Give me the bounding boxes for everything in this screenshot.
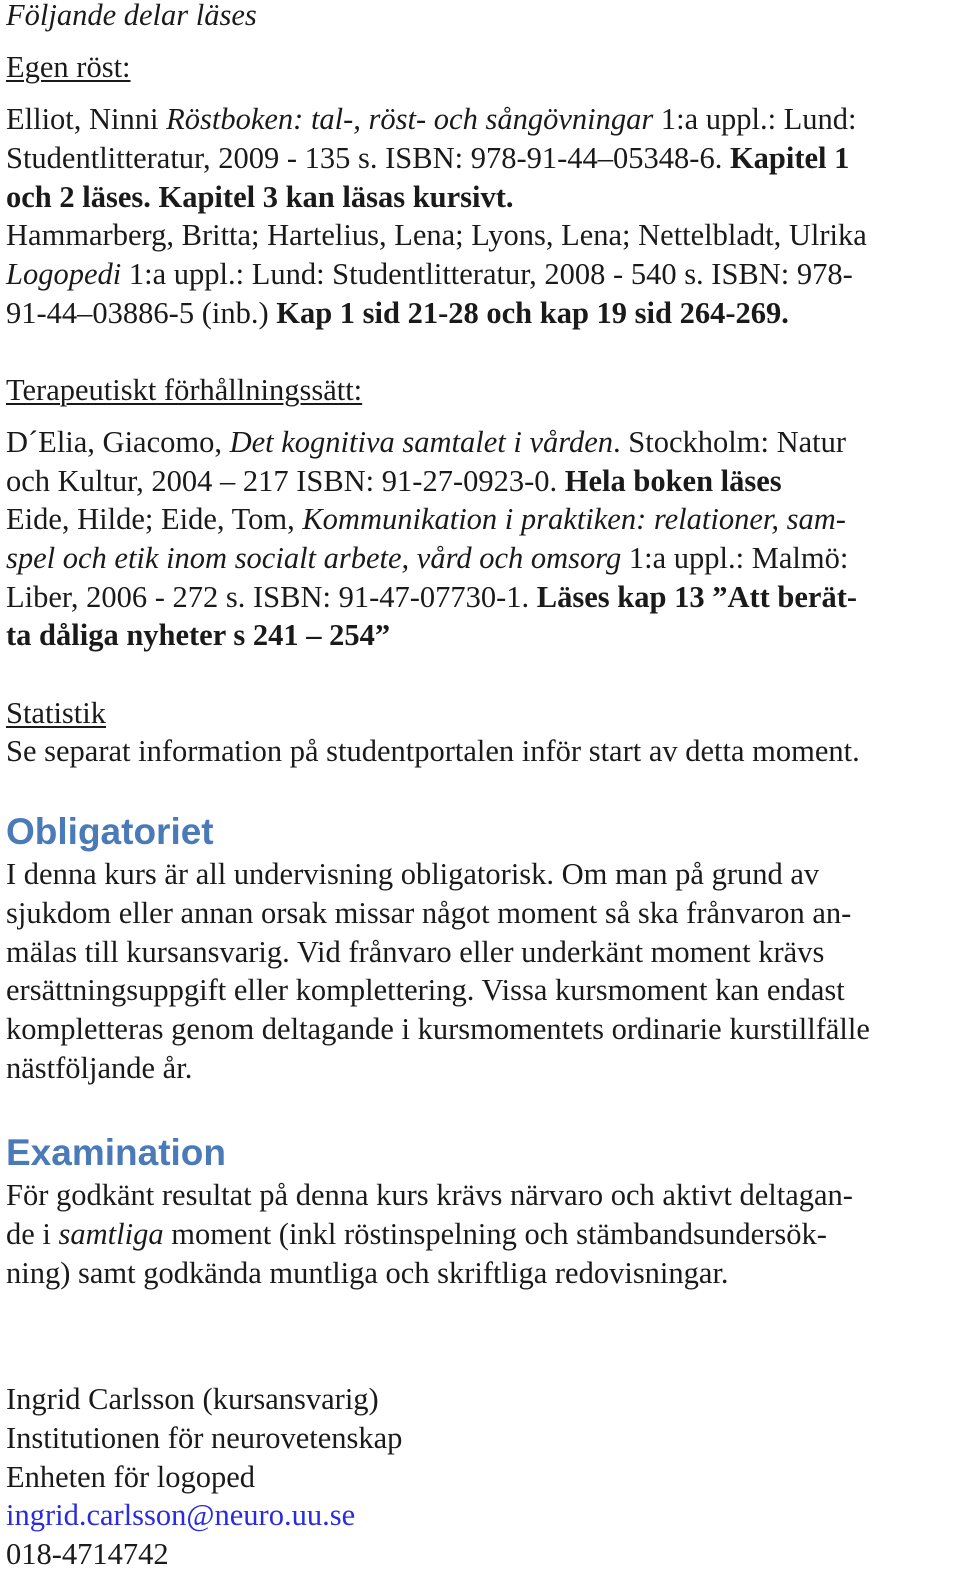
reading-instruction: och 2 läses. Kapitel 3 kan läsas kursivt.	[6, 179, 514, 214]
reference-line	[6, 578, 857, 617]
ref-text: och Kultur, 2004 – 217 ISBN: 91-27-0923-0.	[6, 463, 565, 498]
paragraph-line: För godkänt resultat på denna kurs krävs närvaro och aktivt deltagan-	[6, 1178, 853, 1212]
book-title: Röstboken: tal-, röst- och sångövningar	[166, 102, 654, 136]
ref-text: 1:a uppl.: Malmö:	[621, 540, 849, 575]
ref-text: 1:a uppl.: Lund: Studentlitteratur, 2008 - 540 s. ISBN: 978-	[121, 256, 853, 291]
paragraph-line: ersättningsuppgift eller komplettering. Vissa kursmoment kan endast	[6, 973, 845, 1008]
ref-text: Studentlitteratur, 2009 - 135 s. ISBN: 978-91-44–05348-6.	[6, 140, 730, 175]
paragraph-line: ning) samt godkända muntliga och skriftliga redovisningar.	[6, 1255, 729, 1290]
contact-email-line	[6, 1496, 402, 1535]
therapy-heading: Terapeutiskt förhållningssätt:	[6, 373, 363, 407]
reference-line	[6, 500, 857, 539]
book-title: Kommunikation i praktiken: relationer, sam-	[302, 502, 846, 536]
attendance-text	[6, 855, 870, 1088]
voice-reference-2	[6, 216, 867, 332]
book-title: Det kognitiva samtalet i vården	[229, 425, 614, 459]
reading-instruction: Läses kap 13 ”Att berät-	[536, 579, 858, 614]
voice-heading: Egen röst:	[6, 50, 131, 84]
ref-text: 91-44–03886-5 (inb.)	[6, 295, 277, 330]
stats-heading: Statistik	[6, 696, 106, 730]
reference-line: Hammarberg, Britta; Hartelius, Lena; Lyons, Lena; Nettelbladt, Ulrika	[6, 218, 867, 252]
contact-email-link[interactable]: ingrid.carlsson@neuro.uu.se	[6, 1498, 356, 1533]
reference-line	[6, 539, 857, 578]
ref-text: 1:a uppl.: Lund:	[653, 102, 857, 136]
emphasis-text: samtliga	[58, 1216, 164, 1251]
paragraph-line: mälas till kursansvarig. Vid frånvaro eller underkänt moment krävs	[6, 934, 825, 969]
reference-line	[6, 255, 867, 294]
therapy-reference-1	[6, 423, 846, 501]
contact-institution: Institutionen för neurovetenskap	[6, 1420, 403, 1455]
stats-text: Se separat information på studentportalen inför start av detta moment.	[6, 734, 860, 768]
reference-line	[6, 100, 857, 139]
paragraph-text: moment (inkl röstinspelning och stämbandsundersök-	[163, 1216, 827, 1251]
attendance-heading: Obligatoriet	[6, 811, 214, 852]
therapy-reference-2	[6, 500, 857, 655]
ref-text: D´Elia, Giacomo,	[6, 425, 230, 459]
reference-line	[6, 423, 846, 462]
contact-block	[6, 1380, 402, 1574]
ref-text: Eide, Hilde; Eide, Tom,	[6, 502, 303, 536]
reading-instruction: Kapitel 1	[729, 140, 850, 175]
reading-instruction: ta dåliga nyheter s 241 – 254”	[6, 618, 391, 653]
paragraph-line	[6, 1215, 853, 1254]
reference-line	[6, 294, 867, 333]
contact-name: Ingrid Carlsson (kursansvarig)	[6, 1382, 379, 1416]
reading-instruction: Hela boken läses	[564, 463, 782, 498]
reference-line	[6, 139, 857, 178]
reference-line	[6, 462, 846, 501]
paragraph-line: kompletteras genom deltagande i kursmomentets ordinarie kurstillfälle	[6, 1012, 870, 1047]
paragraph-line: I denna kurs är all undervisning obligatorisk. Om man på grund av	[6, 857, 820, 891]
ref-text: Elliot, Ninni	[6, 102, 167, 136]
reading-instruction: Kap 1 sid 21-28 och kap 19 sid 264-269.	[276, 295, 789, 330]
ref-text: Liber, 2006 - 272 s. ISBN: 91-47-07730-1.	[6, 579, 537, 614]
examination-heading: Examination	[6, 1132, 226, 1173]
examination-text	[6, 1176, 853, 1292]
contact-phone: 018-4714742	[6, 1537, 169, 1572]
contact-unit: Enheten för logoped	[6, 1459, 256, 1494]
paragraph-line: nästföljande år.	[6, 1050, 193, 1085]
paragraph-text: de i	[6, 1216, 59, 1251]
ref-text: . Stockholm: Natur	[613, 425, 847, 459]
voice-reference-1	[6, 100, 857, 216]
book-title: Logopedi	[6, 256, 122, 291]
paragraph-line: sjukdom eller annan orsak missar något moment så ska frånvaron an-	[6, 895, 852, 930]
book-title: spel och etik inom socialt arbete, vård och omsorg	[6, 540, 622, 575]
intro-text: Följande delar läses	[6, 0, 257, 32]
